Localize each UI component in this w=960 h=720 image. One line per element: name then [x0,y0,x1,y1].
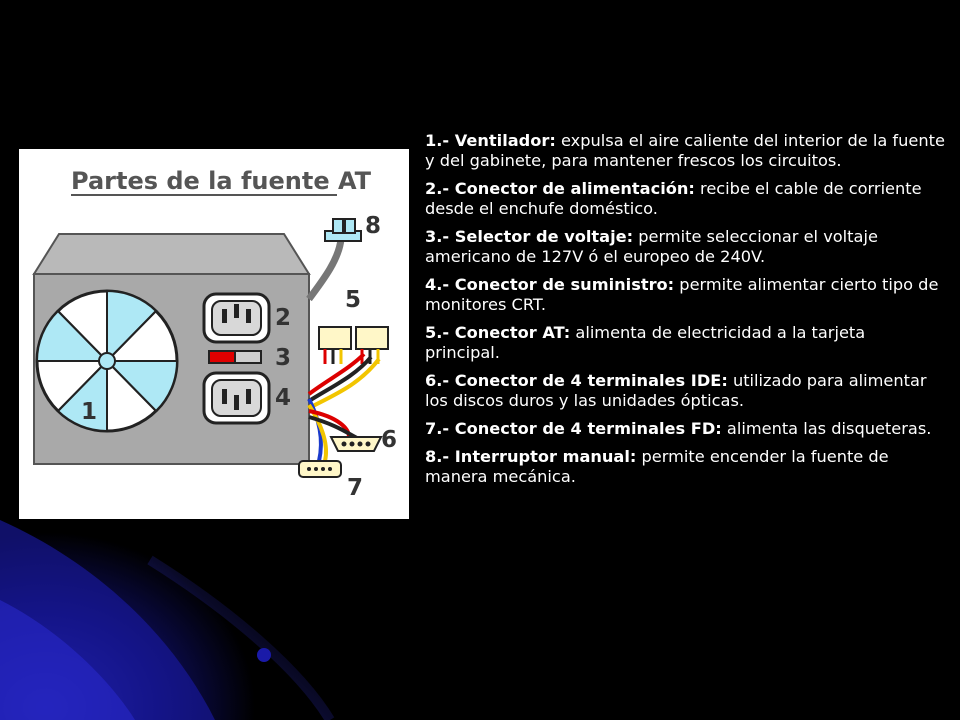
psu-top-face [34,234,309,274]
list-item [425,419,945,439]
figure-title: Partes de la fuente AT [71,167,372,195]
item-term: 4.- Conector de suministro: [425,275,675,294]
power-inlet-icon [204,294,269,342]
voltage-switch-icon [209,351,261,363]
item-term: 7.- Conector de 4 terminales FD: [425,419,722,438]
item-term: 2.- Conector de alimentación: [425,179,695,198]
fan-icon [37,291,177,431]
label-3: 3 [275,345,292,371]
list-item [425,179,945,219]
item-description: permite encender la fuente de manera mecánica. [425,447,889,486]
item-description: recibe el cable de corriente desde el enchufe doméstico. [425,179,922,218]
label-7: 7 [347,475,364,501]
label-6: 6 [381,427,398,453]
label-8: 8 [365,213,382,239]
label-4: 4 [275,385,292,411]
list-item [425,371,945,411]
power-supply-illustration [19,149,409,519]
list-item [425,131,945,171]
item-term: 1.- Ventilador: [425,131,556,150]
manual-switch-icon [325,219,361,241]
label-2: 2 [275,305,292,331]
item-term: 5.- Conector AT: [425,323,571,342]
item-description: permite seleccionar el voltaje americano de 127V ó el europeo de 240V. [425,227,878,266]
item-description: alimenta las disqueteras. [721,419,932,438]
item-description: utilizado para alimentar los discos duros y las unidades ópticas. [425,371,927,410]
list-item [425,275,945,315]
list-item [425,227,945,267]
list-item [425,323,945,363]
switch-cable [309,239,341,299]
ide-connector-icon [331,437,381,451]
list-item [425,447,945,487]
label-1: 1 [81,399,98,425]
item-description: expulsa el aire caliente del interior de la fuente y del gabinete, para mantener frescos los circuitos. [425,131,945,170]
item-term: 3.- Selector de voltaje: [425,227,634,246]
item-term: 8.- Interruptor manual: [425,447,637,466]
power-outlet-icon [204,373,269,423]
item-term: 6.- Conector de 4 terminales IDE: [425,371,728,390]
item-description: permite alimentar cierto tipo de monitores CRT. [425,275,939,314]
fd-connector-icon [299,461,341,477]
label-5: 5 [345,287,362,313]
item-description: alimenta de electricidad a la tarjeta principal. [425,323,866,362]
power-supply-figure [19,149,409,519]
parts-description-list [425,131,945,495]
